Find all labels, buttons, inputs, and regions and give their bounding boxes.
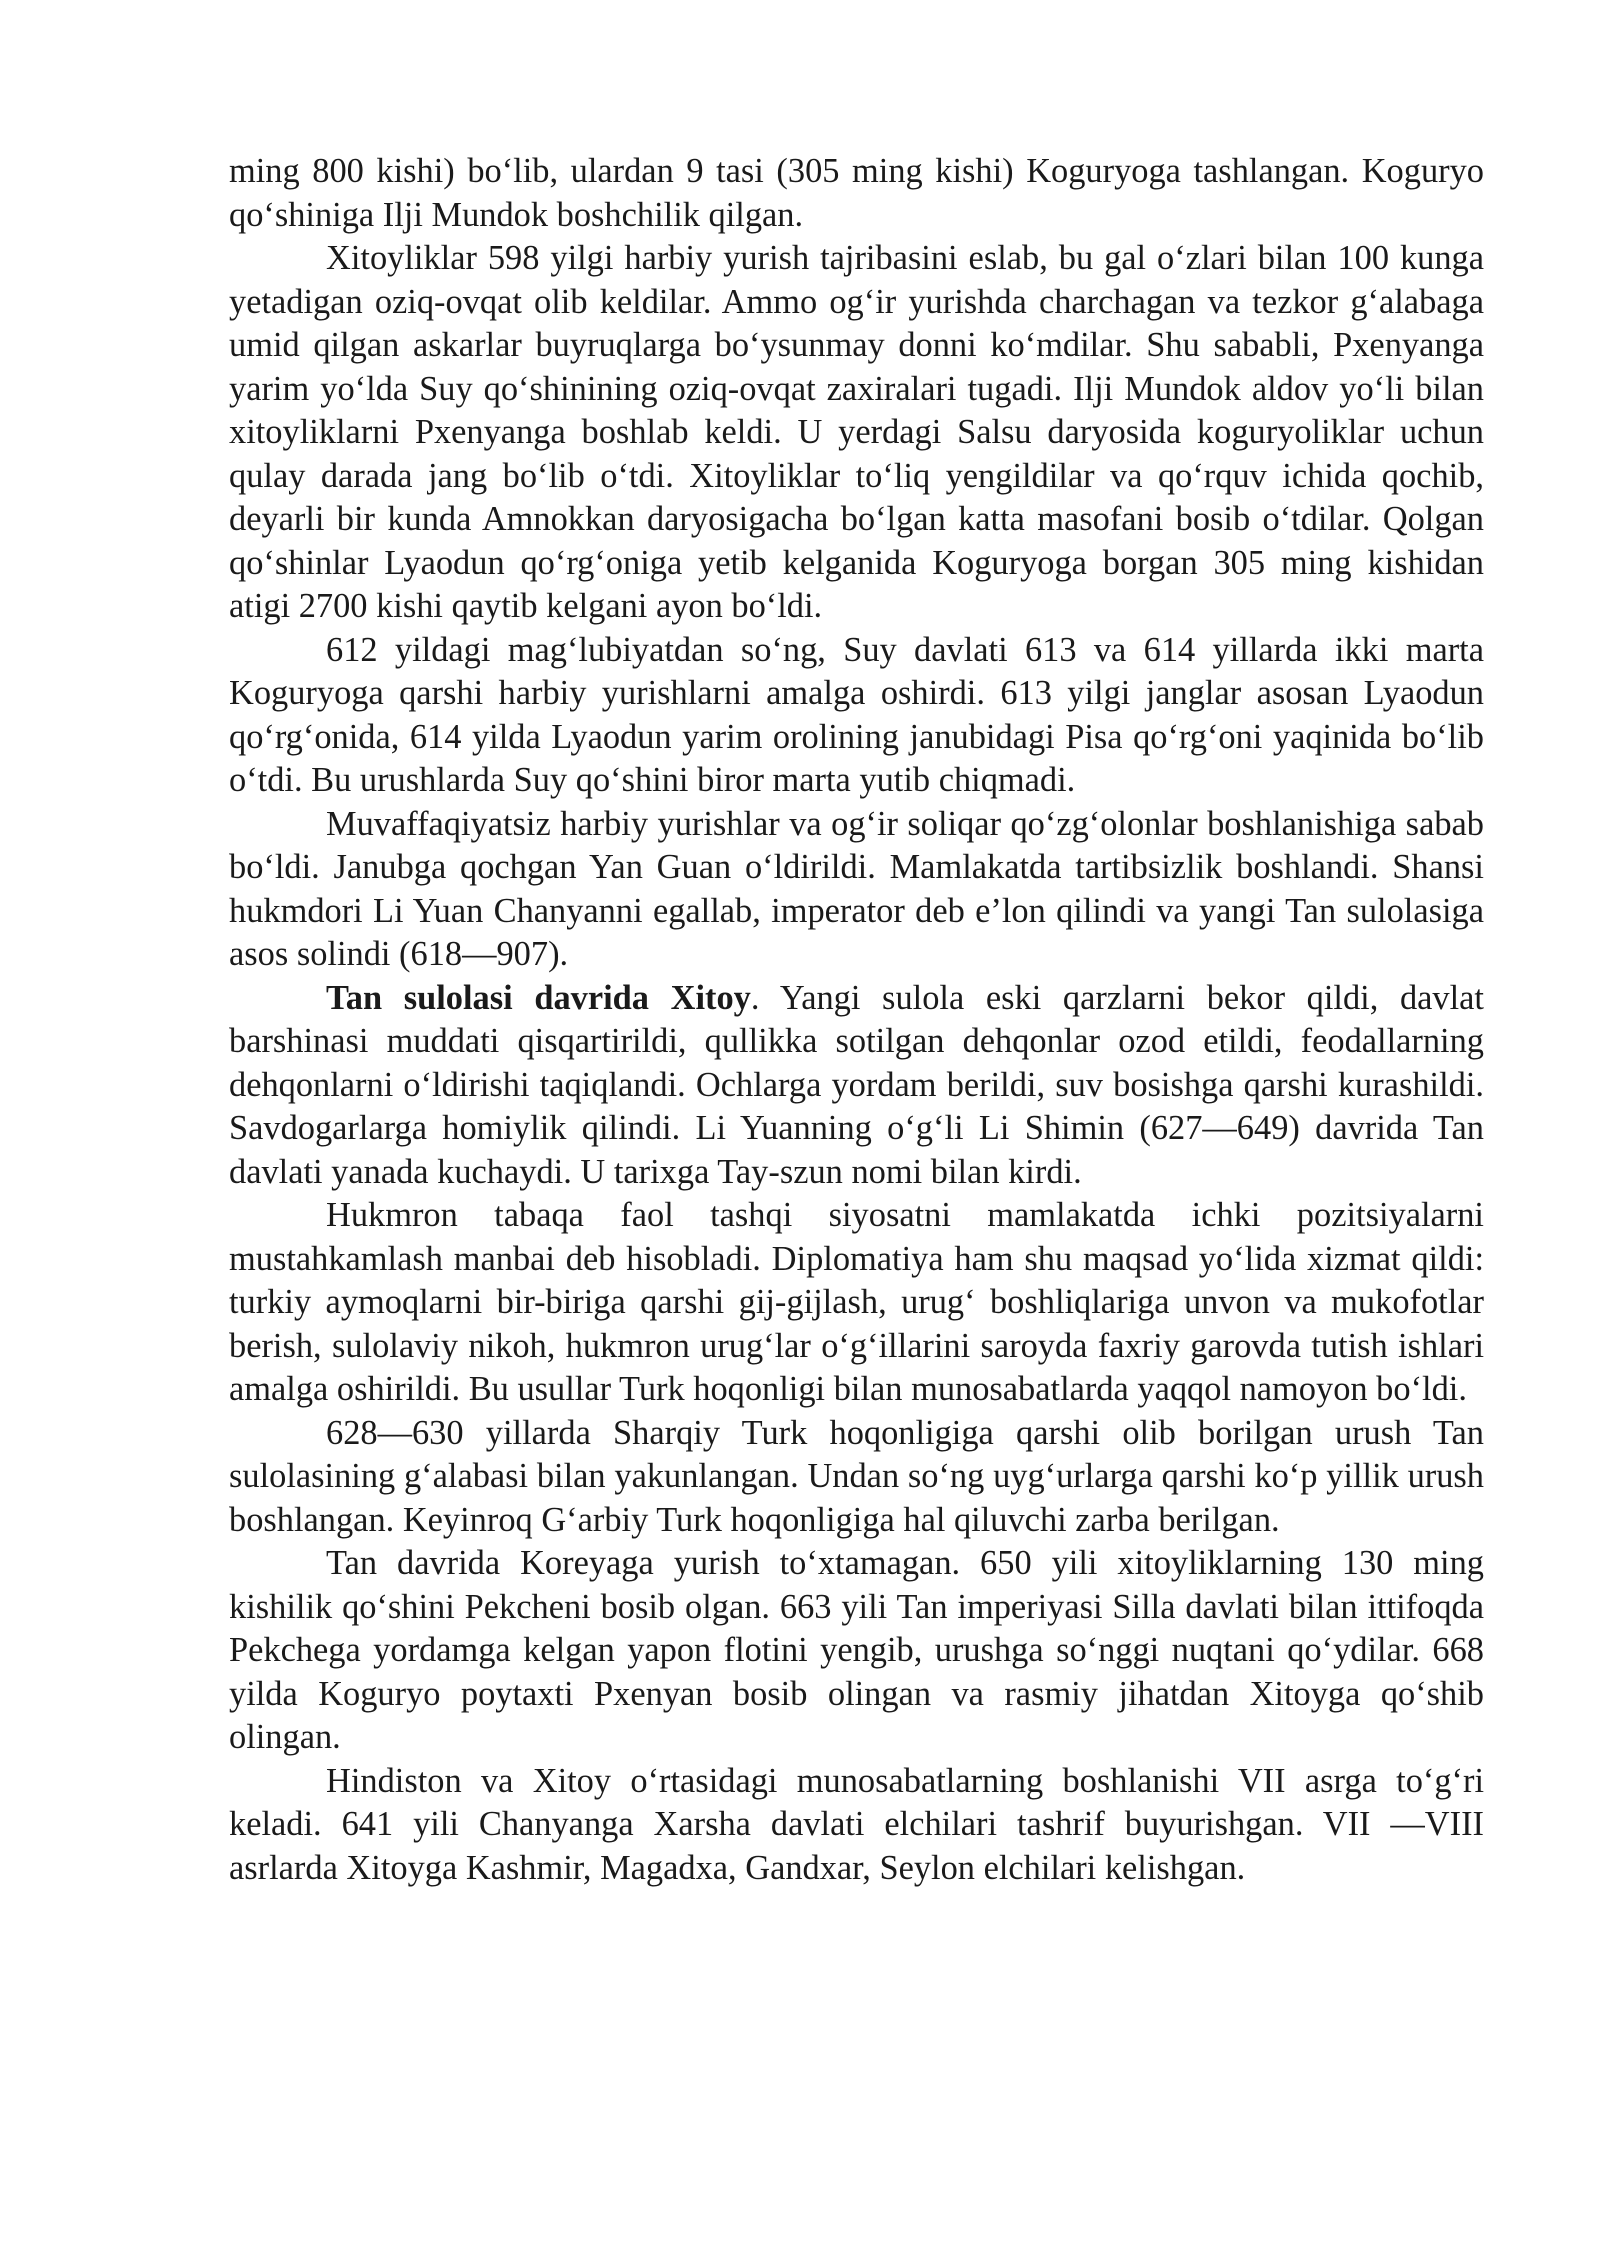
paragraph-4: Muvaffaqiyatsiz harbiy yurishlar va ogʻir soliqar qoʻzgʻolonlar boshlanishiga sabab boʻldi. Janubga qochgan Yan Guan oʻldirildi. Mamlakatda tartibsizlik boshlandi. Shansi hukmdori Li Yuan Chanyanni egallab, imperator deb e’lon qilindi va yangi Tan sulolasiga asos solindi (618—907). [229, 804, 1484, 973]
paragraph-6: Hukmron tabaqa faol tashqi siyosatni mamlakatda ichki pozitsiyalarni mustahkamlash manbai deb hisobladi. Diplomatiya ham shu maqsad yoʻlida xizmat qildi: turkiy aymoqlarni bir-biriga qarshi gij-gijlash, urugʻ boshliqlariga unvon va mukofotlar berish, sulolaviy nikoh, hukmron urugʻlar oʻgʻillarini saroyda faxriy garovda tutish ishlari amalga oshirildi. Bu usullar Turk hoqonligi bilan munosabatlarda yaqqol namoyon boʻldi. [229, 1196, 1484, 1408]
paragraph-5 [229, 977, 1484, 1195]
paragraph-8: Tan davrida Koreyaga yurish toʻxtamagan. 650 yili xitoyliklarning 130 ming kishilik qoʻshini Pekcheni bosib olgan. 663 yili Tan imperiyasi Silla davlati bilan ittifoqda Pekchega yordamga kelgan yapon flotini yengib, urushga soʻnggi nuqtani qoʻydilar. 668 yilda Koguryo poytaxti Pxenyan bosib olingan va rasmiy jihatdan Xitoyga qoʻshib olingan. [229, 1544, 1484, 1756]
paragraph-7: 628—630 yillarda Sharqiy Turk hoqonligiga qarshi olib borilgan urush Tan sulolasining gʻalabasi bilan yakunlangan. Undan soʻng uygʻurlarga qarshi koʻp yillik urush boshlangan. Keyinroq Gʻarbiy Turk hoqonligiga hal qiluvchi zarba berilgan. [229, 1413, 1484, 1539]
section-heading: Tan sulolasi davrida Xitoy [326, 978, 751, 1017]
paragraph-3: 612 yildagi magʻlubiyatdan soʻng, Suy davlati 613 va 614 yillarda ikki marta Koguryoga qarshi harbiy yurishlarni amalga oshirdi. 613 yilgi janglar asosan Lyaodun qoʻrgʻonida, 614 yilda Lyaodun yarim orolining janubidagi Pisa qoʻrgʻoni yaqinida boʻlib oʻtdi. Bu urushlarda Suy qoʻshini biror marta yutib chiqmadi. [229, 630, 1484, 799]
document-page [229, 150, 1484, 1890]
paragraph-5-body: . Yangi sulola eski qarzlarni bekor qildi, davlat barshinasi muddati qisqartirildi, qullikka sotilgan dehqonlar ozod etildi, feodallarning dehqonlarni oʻldirishi taqiqlandi. Ochlarga yordam berildi, suv bosishga qarshi kurashildi. Savdogarlarga homiylik qilindi. Li Yuanning oʻgʻli Li Shimin (627—649) davrida Tan davlati yanada kuchaydi. U tarixga Tay-szun nomi bilan kirdi. [229, 978, 1484, 1191]
paragraph-9: Hindiston va Xitoy oʻrtasidagi munosabatlarning boshlanishi VII asrga toʻgʻri keladi. 641 yili Chanyanga Xarsha davlati elchilari tashrif buyurishgan. VII —VIII asrlarda Xitoyga Kashmir, Magadxa, Gandxar, Seylon elchilari kelishgan. [229, 1761, 1484, 1887]
paragraph-2: Xitoyliklar 598 yilgi harbiy yurish tajribasini eslab, bu gal oʻzlari bilan 100 kunga yetadigan oziq-ovqat olib keldilar. Ammo ogʻir yurishda charchagan va tezkor gʻalabaga umid qilgan askarlar buyruqlarga boʻysunmay donni koʻmdilar. Shu sababli, Pxenyanga yarim yoʻlda Suy qoʻshinining oziq-ovqat zaxiralari tugadi. Ilji Mundok aldov yoʻli bilan xitoyliklarni Pxenyanga boshlab keldi. U yerdagi Salsu daryosida koguryoliklar uchun qulay darada jang boʻlib oʻtdi. Xitoyliklar toʻliq yengildilar va qoʻrquv ichida qochib, deyarli bir kunda Amnokkan daryosigacha boʻlgan katta masofani bosib oʻtdilar. Qolgan qoʻshinlar Lyaodun qoʻrgʻoniga yetib kelganida Koguryoga borgan 305 ming kishidan atigi 2700 kishi qaytib kelgani ayon boʻldi. [229, 239, 1484, 625]
paragraph-1: ming 800 kishi) boʻlib, ulardan 9 tasi (305 ming kishi) Koguryoga tashlangan. Koguryo qoʻshiniga Ilji Mundok boshchilik qilgan. [229, 152, 1484, 234]
